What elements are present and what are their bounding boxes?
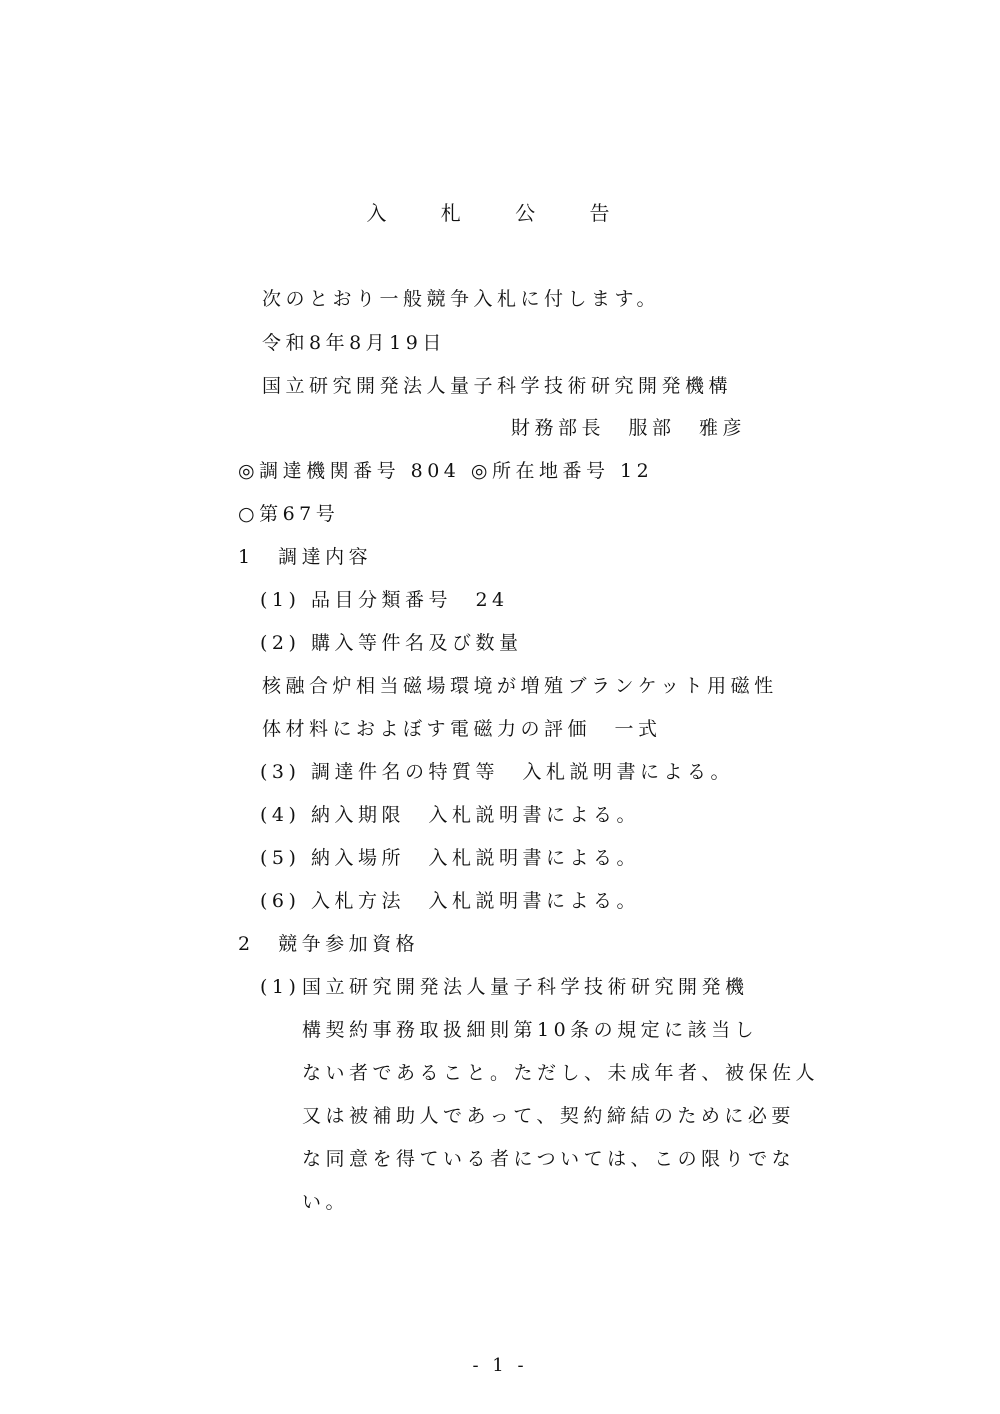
section2-item1-line5: な同意を得ている者については、この限りでな — [302, 1148, 796, 1170]
section1-item3: (3) 調達件名の特質等 入札説明書による。 — [260, 761, 734, 783]
organization-name: 国立研究開発法人量子科学技術研究開発機構 — [262, 375, 733, 397]
document-title: 入 札 公 告 — [366, 201, 634, 225]
section1-item2-line1: 核融合炉相当磁場環境が増殖ブランケット用磁性 — [262, 675, 778, 697]
section1-heading: 1 調達内容 — [238, 546, 373, 568]
official-name: 財務部長 服部 雅彦 — [511, 417, 747, 439]
section2-heading: 2 競争参加資格 — [238, 933, 420, 955]
section1-item4: (4) 納入期限 入札説明書による。 — [260, 804, 640, 826]
section2-item1-line1: 国立研究開発法人量子科学技術研究開発機 — [302, 976, 749, 998]
section1-item2: (2) 購入等件名及び数量 — [260, 632, 523, 654]
notice-number: ○第67号 — [238, 503, 340, 525]
page-number: - 1 - — [472, 1355, 528, 1376]
section2-item1-line6: い。 — [302, 1191, 350, 1213]
section2-item1-line3: ない者であること。ただし、未成年者、被保佐人 — [302, 1062, 820, 1084]
section2-item1-line2: 構契約事務取扱細則第10条の規定に該当し — [302, 1019, 759, 1041]
section1-item2-line2: 体材料におよぼす電磁力の評価 一式 — [262, 718, 662, 740]
section1-item1: (1) 品目分類番号 24 — [260, 589, 509, 611]
section1-item6: (6) 入札方法 入札説明書による。 — [260, 890, 640, 912]
section2-item1-line4: 又は被補助人であって、契約締結のために必要 — [302, 1105, 795, 1127]
section1-item5: (5) 納入場所 入札説明書による。 — [260, 847, 640, 869]
procurement-codes: ◎調達機関番号 804 ◎所在地番号 12 — [238, 460, 654, 482]
section2-item1-label: (1) — [260, 976, 301, 998]
intro-text: 次のとおり一般競争入札に付します。 — [262, 288, 660, 310]
date-text: 令和8年8月19日 — [262, 332, 446, 354]
